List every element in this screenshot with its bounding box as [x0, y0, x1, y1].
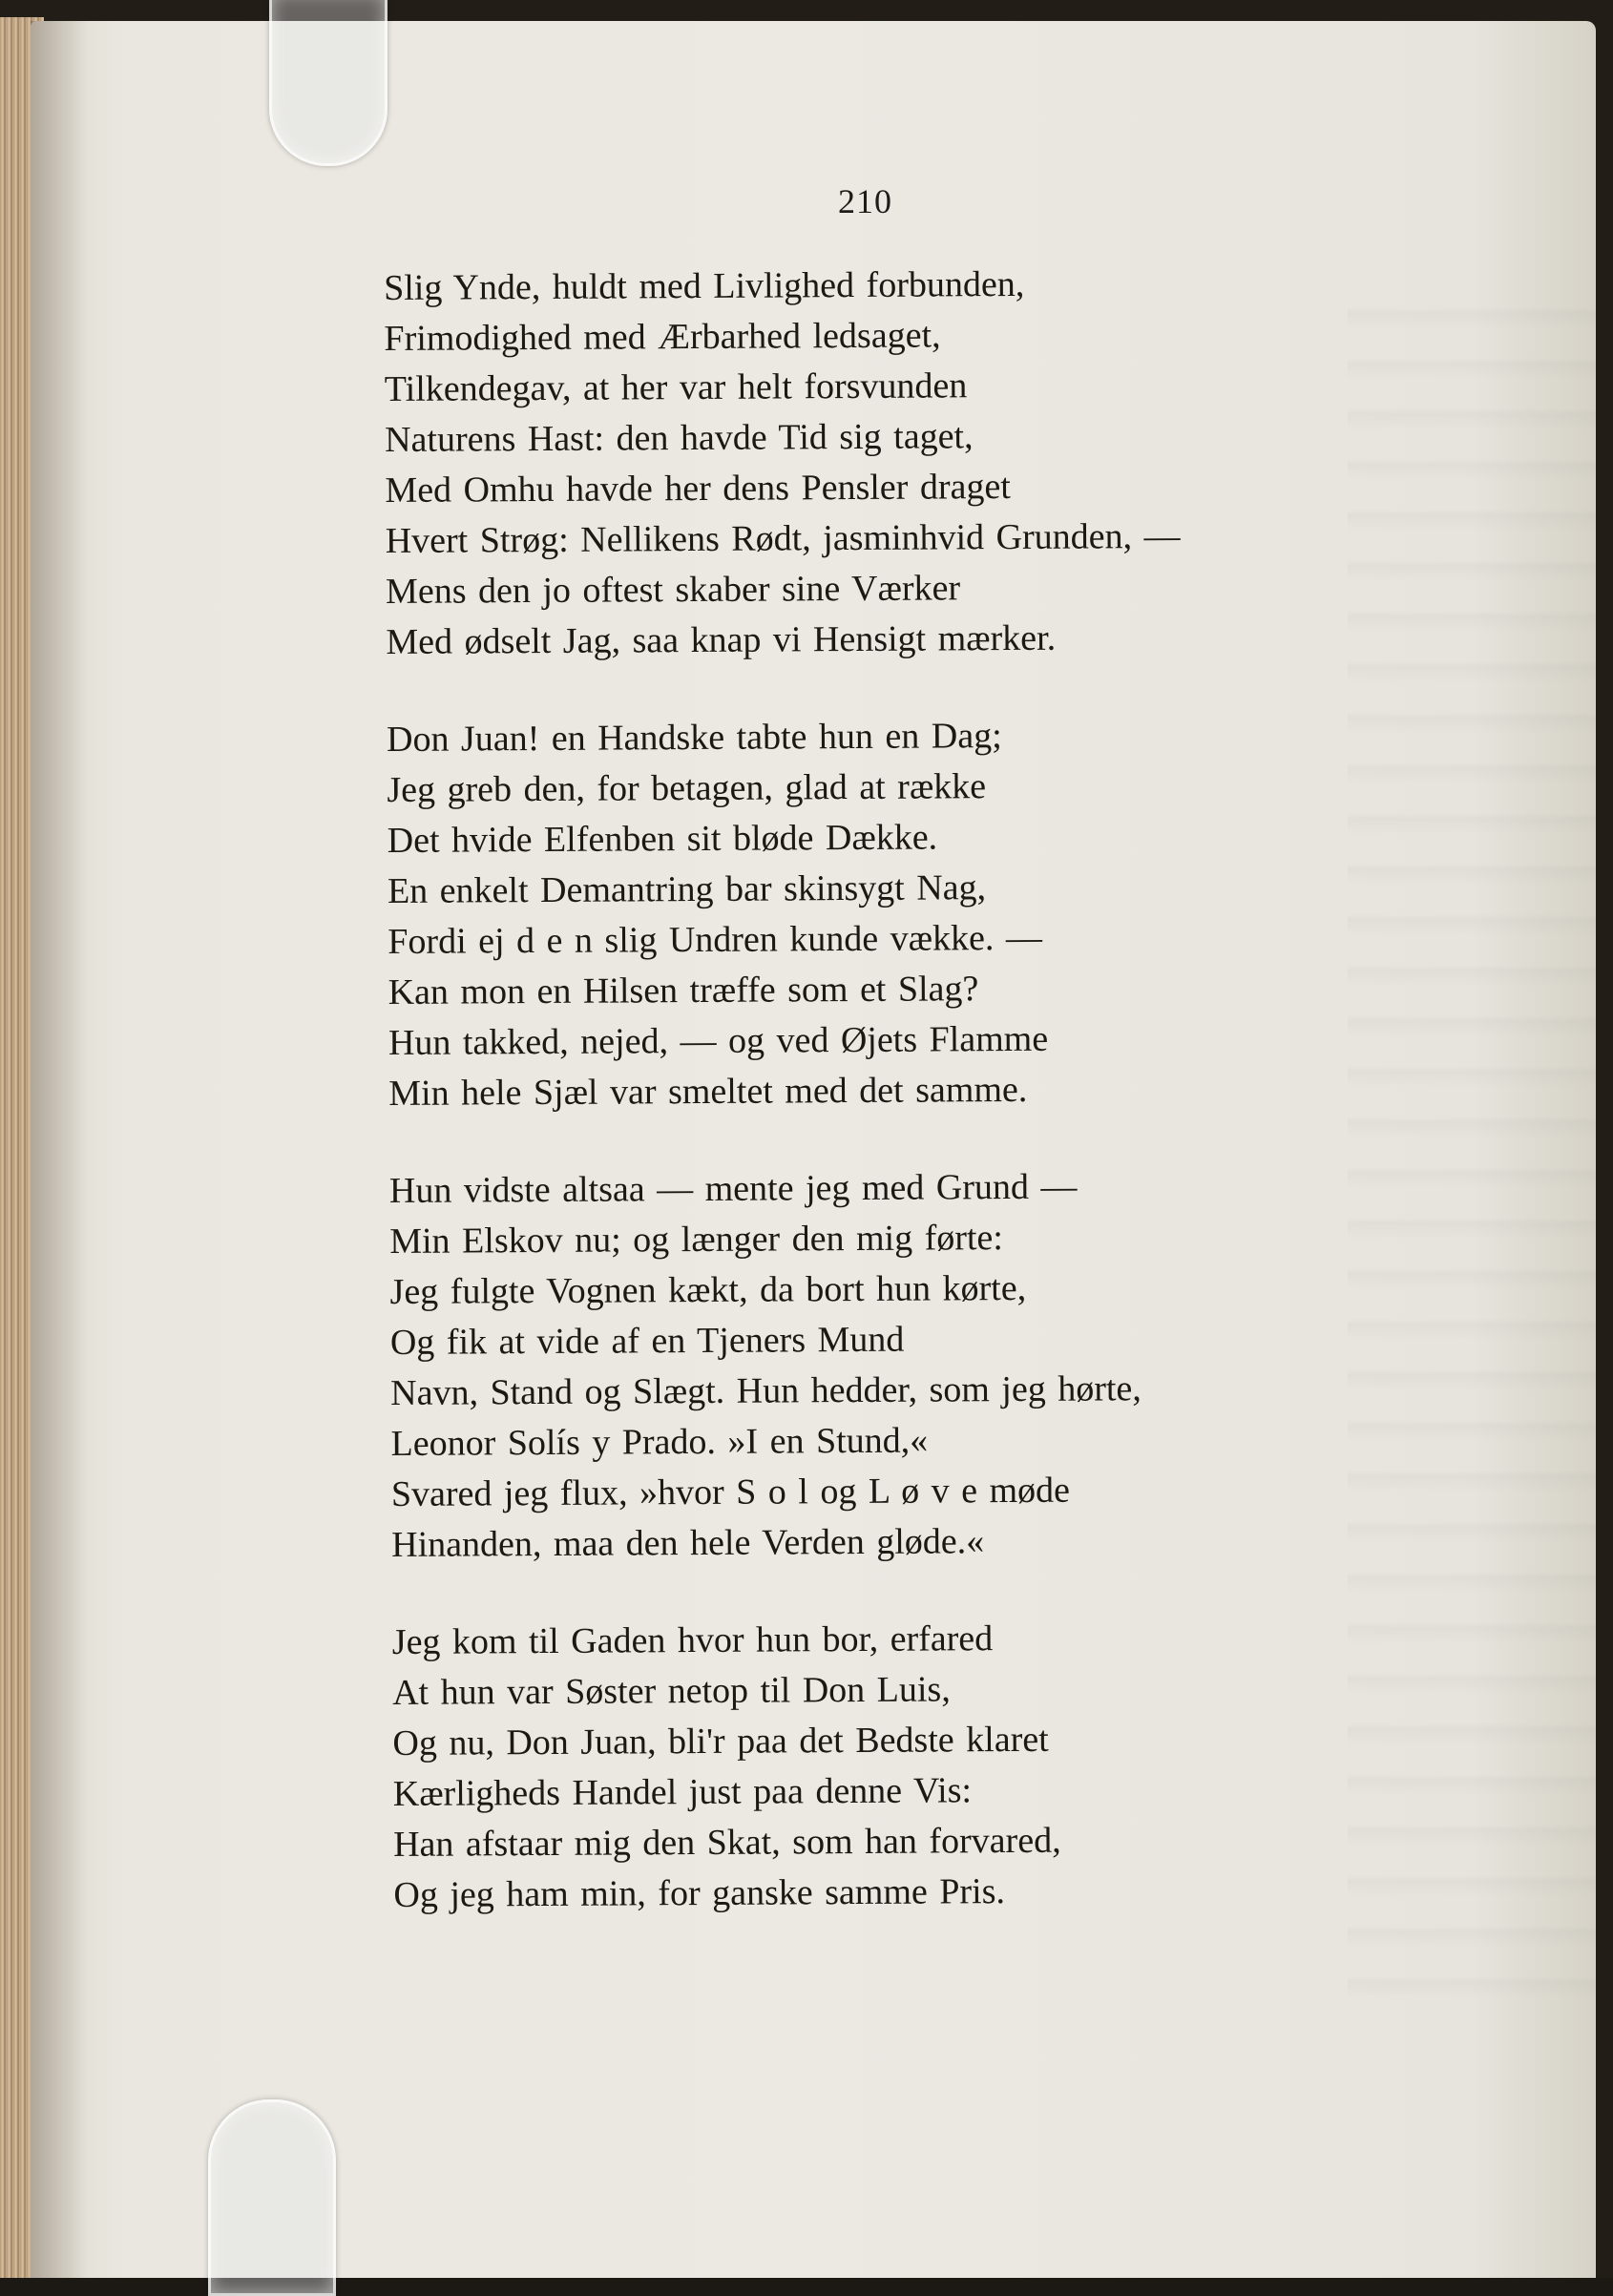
poem-line: En enkelt Demantring bar skinsygt Nag, [387, 867, 987, 911]
stanza-2 [387, 708, 1458, 1119]
top-page-clip-icon [269, 0, 388, 166]
poem-line: Kærligheds Handel just paa denne Vis: [392, 1770, 973, 1814]
poem-line: Hun vidste altsaa — mente jeg med Grund — [388, 1166, 1078, 1211]
stanza-4 [392, 1611, 1463, 1921]
stanza-3 [389, 1159, 1461, 1571]
poem-line: Navn, Stand og Slægt. Hun hedder, som jeg hørte, [390, 1368, 1142, 1413]
poem-line: Leonor Solís y Prado. »I en Stund,« [390, 1420, 929, 1464]
poem-line: Slig Ynde, huldt med Livlighed forbunden, [384, 263, 1025, 308]
poem-line: Med ødselt Jag, saa knap vi Hensigt mærker. [386, 617, 1057, 662]
poem-line: Fordi ej d e n slig Undren kunde vække. — [388, 917, 1043, 962]
poem-line: Med Omhu havde her dens Pensler draget [385, 466, 1011, 511]
poem-line: Og nu, Don Juan, bli'r paa det Bedste klaret [392, 1719, 1049, 1764]
stanza-1 [384, 257, 1456, 668]
poem-line: Svared jeg flux, »hvor S o l og L ø v e møde [390, 1470, 1071, 1514]
poem-line: Det hvide Elfenben sit bløde Dække. [387, 817, 938, 861]
poem-line: Frimodighed med Ærbarhed ledsaget, [384, 315, 941, 359]
poem-line: Hinanden, maa den hele Verden gløde.« [391, 1521, 985, 1565]
poem-line: Jeg fulgte Vognen kækt, da bort hun kørte, [389, 1267, 1027, 1312]
poem-line: Og fik at vide af en Tjeners Mund [389, 1319, 905, 1363]
poem-line: Tilkendegav, at her var helt forsvunden [384, 365, 968, 409]
poem-line: Jeg kom til Gaden hvor hun bor, erfared [391, 1618, 994, 1662]
poem-line: Han afstaar mig den Skat, som han forvared, [392, 1820, 1061, 1865]
poem-line: Hun takked, nejed, — og ved Øjets Flamme [388, 1018, 1049, 1063]
poem-line: Jeg greb den, for betagen, glad at række [387, 766, 987, 810]
poem-text [384, 257, 1463, 1968]
poem-line: Min hele Sjæl var smeltet med det samme. [388, 1069, 1028, 1114]
poem-line: Min Elskov nu; og længer den mig førte: [389, 1218, 1004, 1262]
poem-line: Hvert Strøg: Nellikens Rødt, jasminhvid Grunden, — [385, 515, 1181, 561]
gutter-shadow [31, 21, 88, 2278]
poem-line: Kan mon en Hilsen træffe som et Slag? [388, 969, 979, 1012]
poem-line: At hun var Søster netop til Don Luis, [392, 1669, 951, 1713]
poem-line: Og jeg ham min, for ganske samme Pris. [393, 1871, 1006, 1915]
bottom-page-clip-icon [208, 2099, 336, 2296]
page-number: 210 [838, 182, 892, 220]
poem-line: Mens den jo oftest skaber sine Værker [385, 568, 961, 612]
poem-line: Don Juan! en Handske tabte hun en Dag; [386, 716, 1002, 760]
poem-line: Naturens Hast: den havde Tid sig taget, [385, 416, 974, 460]
